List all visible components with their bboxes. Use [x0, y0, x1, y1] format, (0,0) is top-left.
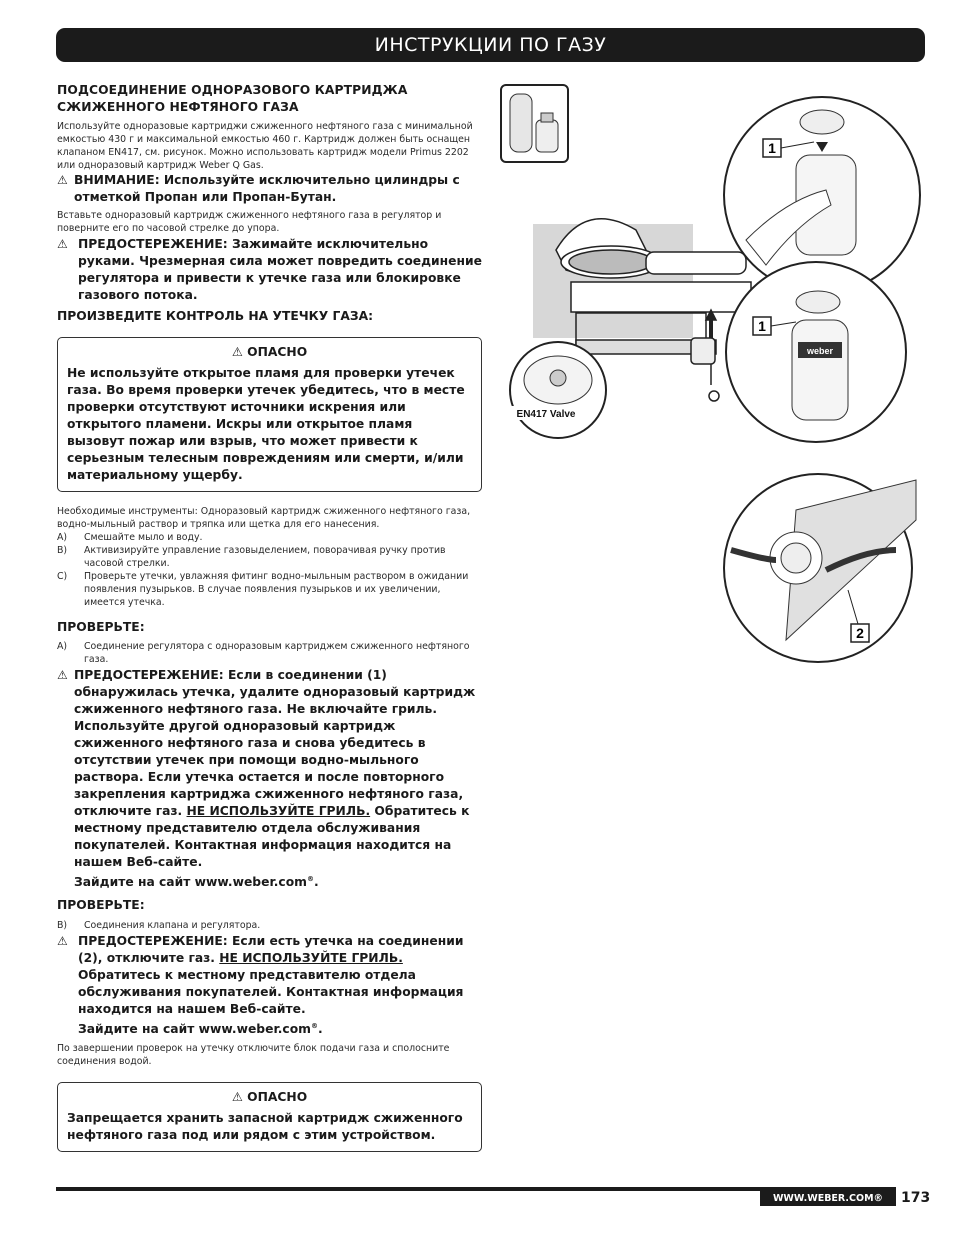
page-title: ИНСТРУКЦИИ ПО ГАЗУ	[374, 34, 607, 56]
warning-triangle-icon: ⚠	[57, 668, 68, 682]
instructions-column	[57, 82, 482, 1152]
warning-triangle-icon: ⚠	[231, 345, 248, 359]
leak-check-heading: ПРОИЗВЕДИТЕ КОНТРОЛЬ НА УТЕЧКУ ГАЗА:	[57, 309, 374, 323]
caution-text-1: ПРЕДОСТЕРЕЖЕНИЕ: Зажимайте исключительно руками. Чрезмерная сила может повредить соединение регулятора и привести к утечке газа или блокировке газового потока.	[78, 237, 482, 302]
steps-list	[57, 531, 482, 609]
caution-text-3: ПРЕДОСТЕРЕЖЕНИЕ: Если есть утечка на соединении (2), отключите газ. НЕ ИСПОЛЬЗУЙТЕ ГРИЛЬ. Обратитесь к местному представителю отдела обслуживания покупателей. Контактная информация находится на нашем Веб-сайте. Зайдите на сайт www.weber.com®.	[78, 934, 464, 1037]
check-heading-2: ПРОВЕРЬТЕ:	[57, 898, 145, 913]
section-heading-line2: СЖИЖЕННОГО НЕФТЯНОГО ГАЗА	[57, 100, 299, 114]
attention-text: ВНИМАНИЕ: Используйте исключительно цилиндры с отметкой Пропан или Пропан-Бутан.	[74, 173, 460, 204]
valve-label: EN417 Valve	[516, 409, 576, 420]
warning-triangle-icon: ⚠	[57, 173, 68, 187]
page-number: 173	[901, 1190, 931, 1206]
list-item: B) Соединения клапана и регулятора.	[57, 920, 261, 932]
insert-text: Вставьте одноразовый картридж сжиженного нефтяного газа в регулятор и поверните его по часовой стрелке до упора.	[57, 210, 442, 234]
caution-note-2	[57, 667, 482, 891]
list-item: B) Активизируйте управление газовыделением, поворачивая ручку против часовой стрелки.	[57, 545, 446, 569]
caution-note-3	[57, 933, 482, 1038]
caution-text-2: ПРЕДОСТЕРЕЖЕНИЕ: Если в соединении (1) обнаружилась утечка, удалите одноразовый картридж сжиженного нефтяного газа. Не включайте гриль. Используйте другой одноразовый картридж сжиженного нефтяного газа и снова убедитесь в отсутствии утечек при помощи водно-мыльного раствора. Если утечка остается и после повторного закрепления картриджа сжиженного нефтяного газа, отключите газ. НЕ ИСПОЛЬЗУЙТЕ ГРИЛЬ. Обратитесь к местному представителю отдела обслуживания покупателей. Контактная информация находится на нашем Веб-сайте. Зайдите на сайт www.weber.com®.	[74, 668, 476, 890]
danger-box-2	[57, 1082, 482, 1152]
caution-note-1	[57, 236, 482, 304]
svg-text:1: 1	[758, 318, 766, 334]
grill-cartridge-illustration	[496, 80, 926, 680]
cartridge-attached-detail	[726, 262, 906, 442]
intro-text: Используйте одноразовые картриджи сжиженного нефтяного газа с минимальной емкостью 430 г и максимальной емкостью 460 г. Картридж должен быть оснащен клапаном EN417, см. рисунок. Можно использовать картридж модели Primus 2202 или одноразовый картридж Weber Q Gas.	[57, 121, 473, 171]
attention-note	[57, 172, 482, 206]
cartridge-thumbnail	[501, 85, 568, 162]
svg-text:2: 2	[856, 625, 864, 641]
danger-title-2: ⚠ ОПАСНО	[231, 1090, 308, 1105]
en417-valve-detail	[510, 342, 606, 438]
svg-text:1: 1	[768, 140, 776, 156]
list-item: A) Смешайте мыло и воду.	[57, 532, 203, 543]
danger-title-1: ⚠ ОПАСНО	[231, 345, 308, 359]
danger-text-2: Запрещается хранить запасной картридж сжиженного нефтяного газа под или рядом с этим устройством.	[67, 1111, 463, 1143]
warning-triangle-icon: ⚠	[57, 934, 68, 949]
danger-text-1: Не используйте открытое пламя для проверки утечек газа. Во время проверки утечек убедитесь, что в месте проверки отсутствуют источники искрения или открытого пламени. Искры или открытое пламя вызовут пожар или взрыв, что может привести к серьезным телесным повреждениям или смерти, и/или материальному ущербу.	[67, 366, 465, 482]
hose-connection-detail	[724, 474, 916, 662]
list-item: A) Соединение регулятора с одноразовым картриджем сжиженного нефтяного газа.	[57, 641, 470, 665]
tools-text: Необходимые инструменты: Одноразовый картридж сжиженного нефтяного газа, водно-мыльный раствор и тряпка или щетка для его нанесения.	[57, 506, 471, 530]
check-list-2	[57, 919, 482, 932]
footer-url: WWW.WEBER.COM®	[760, 1191, 896, 1206]
brand-label: weber	[806, 346, 834, 356]
warning-triangle-icon: ⚠	[231, 1090, 248, 1105]
check-heading-1: ПРОВЕРЬТЕ:	[57, 620, 145, 634]
section-heading-line1: ПОДСОЕДИНЕНИЕ ОДНОРАЗОВОГО КАРТРИДЖА	[57, 83, 408, 97]
after-check-text: По завершении проверок на утечку отключите блок подачи газа и сполосните соединения водой.	[57, 1043, 450, 1068]
danger-box-1	[57, 337, 482, 492]
warning-triangle-icon: ⚠	[57, 237, 68, 251]
list-item: C) Проверьте утечки, увлажняя фитинг водно-мыльным раствором в ожидании появления пузырьков. В случае появления пузырьков и их увеличении, имеется утечка.	[57, 571, 469, 608]
page-header	[56, 28, 925, 62]
check-list-1	[57, 640, 482, 666]
